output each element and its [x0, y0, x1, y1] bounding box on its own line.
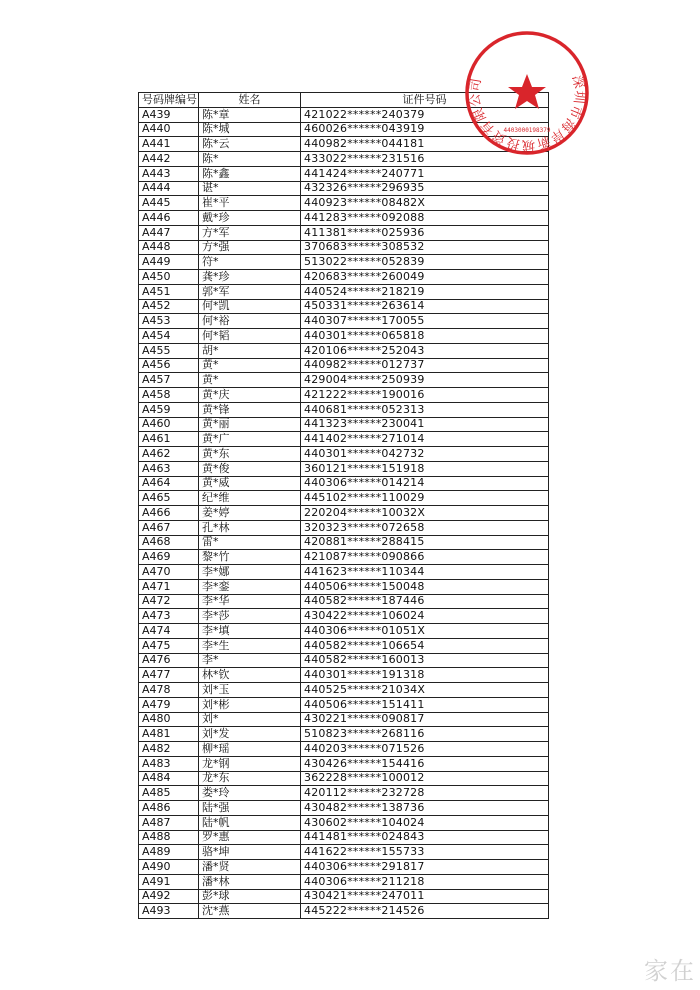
table-row — [139, 565, 549, 580]
table-row — [139, 830, 549, 845]
row-number-plate: A450 — [139, 270, 199, 285]
row-name: 刘*发 — [199, 727, 301, 742]
seal-star-icon — [508, 74, 546, 109]
table-row — [139, 506, 549, 521]
table-row — [139, 683, 549, 698]
row-number-plate: A463 — [139, 461, 199, 476]
row-number-plate: A448 — [139, 240, 199, 255]
table-row — [139, 476, 549, 491]
row-number-plate: A459 — [139, 402, 199, 417]
table-row — [139, 550, 549, 565]
row-id-number: 440203******071526 — [301, 742, 549, 757]
table-row — [139, 196, 549, 211]
row-name: 黄*威 — [199, 476, 301, 491]
row-id-number: 362228******100012 — [301, 771, 549, 786]
header-number-plate: 号码牌编号 — [139, 93, 199, 108]
table-row — [139, 211, 549, 226]
row-number-plate: A461 — [139, 432, 199, 447]
table-row — [139, 904, 549, 919]
row-number-plate: A466 — [139, 506, 199, 521]
row-id-number: 440524******218219 — [301, 284, 549, 299]
row-number-plate: A472 — [139, 594, 199, 609]
table-row — [139, 240, 549, 255]
row-number-plate: A455 — [139, 343, 199, 358]
table-row — [139, 874, 549, 889]
row-name: 李*华 — [199, 594, 301, 609]
table-row — [139, 609, 549, 624]
company-seal — [462, 28, 592, 158]
row-number-plate: A487 — [139, 815, 199, 830]
row-id-number: 440306******291817 — [301, 860, 549, 875]
roster-body — [139, 107, 549, 918]
row-number-plate: A464 — [139, 476, 199, 491]
row-name: 孔*林 — [199, 520, 301, 535]
row-name: 李*生 — [199, 638, 301, 653]
row-number-plate: A447 — [139, 225, 199, 240]
row-name: 陈* — [199, 152, 301, 167]
row-name: 陆*强 — [199, 801, 301, 816]
row-number-plate: A456 — [139, 358, 199, 373]
row-number-plate: A462 — [139, 447, 199, 462]
row-id-number: 460026******043919 — [301, 122, 549, 137]
row-number-plate: A475 — [139, 638, 199, 653]
table-row — [139, 166, 549, 181]
table-row — [139, 535, 549, 550]
row-number-plate: A489 — [139, 845, 199, 860]
row-number-plate: A449 — [139, 255, 199, 270]
row-id-number: 360121******151918 — [301, 461, 549, 476]
row-number-plate: A443 — [139, 166, 199, 181]
table-row — [139, 491, 549, 506]
row-id-number: 440525******21034X — [301, 683, 549, 698]
row-name: 崔*平 — [199, 196, 301, 211]
table-row — [139, 432, 549, 447]
row-id-number: 411381******025936 — [301, 225, 549, 240]
row-name: 黄*锋 — [199, 402, 301, 417]
row-name: 刘* — [199, 712, 301, 727]
row-name: 谌* — [199, 181, 301, 196]
row-number-plate: A446 — [139, 211, 199, 226]
row-id-number: 430426******154416 — [301, 756, 549, 771]
row-number-plate: A486 — [139, 801, 199, 816]
table-row — [139, 417, 549, 432]
row-number-plate: A481 — [139, 727, 199, 742]
row-id-number: 432326******296935 — [301, 181, 549, 196]
row-number-plate: A480 — [139, 712, 199, 727]
table-row — [139, 624, 549, 639]
row-id-number: 440582******106654 — [301, 638, 549, 653]
table-row — [139, 771, 549, 786]
row-number-plate: A465 — [139, 491, 199, 506]
row-id-number: 320323******072658 — [301, 520, 549, 535]
row-name: 李* — [199, 653, 301, 668]
table-row — [139, 860, 549, 875]
table-row — [139, 845, 549, 860]
row-number-plate: A441 — [139, 137, 199, 152]
row-number-plate: A467 — [139, 520, 199, 535]
row-id-number: 440306******01051X — [301, 624, 549, 639]
row-id-number: 420881******288415 — [301, 535, 549, 550]
row-name: 何*裕 — [199, 314, 301, 329]
row-number-plate: A470 — [139, 565, 199, 580]
row-number-plate: A460 — [139, 417, 199, 432]
table-row — [139, 889, 549, 904]
row-name: 黄*丽 — [199, 417, 301, 432]
table-row — [139, 461, 549, 476]
row-name: 戴*珍 — [199, 211, 301, 226]
row-id-number: 441622******155733 — [301, 845, 549, 860]
row-id-number: 445222******214526 — [301, 904, 549, 919]
table-row — [139, 447, 549, 462]
row-id-number: 510823******268116 — [301, 727, 549, 742]
row-name: 李*莎 — [199, 609, 301, 624]
roster-table — [138, 92, 549, 919]
table-row — [139, 653, 549, 668]
row-id-number: 430482******138736 — [301, 801, 549, 816]
row-name: 陈*城 — [199, 122, 301, 137]
row-number-plate: A453 — [139, 314, 199, 329]
seal-text: 深圳市海岸新城投资有限公司 — [467, 74, 587, 153]
row-number-plate: A457 — [139, 373, 199, 388]
row-number-plate: A488 — [139, 830, 199, 845]
row-name: 郭*军 — [199, 284, 301, 299]
table-row — [139, 697, 549, 712]
row-id-number: 421022******240379 — [301, 107, 549, 122]
row-name: 何*韬 — [199, 329, 301, 344]
table-row — [139, 801, 549, 816]
row-id-number: 440307******170055 — [301, 314, 549, 329]
row-id-number: 440306******211218 — [301, 874, 549, 889]
row-number-plate: A474 — [139, 624, 199, 639]
row-id-number: 440301******191318 — [301, 668, 549, 683]
row-name: 沈*燕 — [199, 904, 301, 919]
row-id-number: 440506******151411 — [301, 697, 549, 712]
row-number-plate: A492 — [139, 889, 199, 904]
row-name: 娄*玲 — [199, 786, 301, 801]
row-name: 罗*惠 — [199, 830, 301, 845]
row-name: 陈*章 — [199, 107, 301, 122]
row-number-plate: A458 — [139, 388, 199, 403]
row-id-number: 430421******247011 — [301, 889, 549, 904]
table-row — [139, 329, 549, 344]
row-number-plate: A469 — [139, 550, 199, 565]
table-row — [139, 181, 549, 196]
table-row — [139, 520, 549, 535]
row-id-number: 220204******10032X — [301, 506, 549, 521]
row-name: 林*钦 — [199, 668, 301, 683]
row-name: 黄*广 — [199, 432, 301, 447]
row-number-plate: A439 — [139, 107, 199, 122]
row-id-number: 433022******231516 — [301, 152, 549, 167]
row-id-number: 513022******052839 — [301, 255, 549, 270]
table-row — [139, 343, 549, 358]
row-name: 龙*钢 — [199, 756, 301, 771]
row-number-plate: A440 — [139, 122, 199, 137]
row-id-number: 440582******160013 — [301, 653, 549, 668]
row-name: 刘*彬 — [199, 697, 301, 712]
row-name: 龙*东 — [199, 771, 301, 786]
row-name: 潘*林 — [199, 874, 301, 889]
row-name: 姜*婷 — [199, 506, 301, 521]
row-id-number: 441481******024843 — [301, 830, 549, 845]
table-row — [139, 756, 549, 771]
row-id-number: 440982******012737 — [301, 358, 549, 373]
row-name: 何*凯 — [199, 299, 301, 314]
row-name: 李*填 — [199, 624, 301, 639]
table-row — [139, 579, 549, 594]
row-name: 雷* — [199, 535, 301, 550]
row-name: 龚*珍 — [199, 270, 301, 285]
row-number-plate: A444 — [139, 181, 199, 196]
row-name: 陈*云 — [199, 137, 301, 152]
row-name: 彭*球 — [199, 889, 301, 904]
row-number-plate: A478 — [139, 683, 199, 698]
row-id-number: 420106******252043 — [301, 343, 549, 358]
row-id-number: 420683******260049 — [301, 270, 549, 285]
row-id-number: 430422******106024 — [301, 609, 549, 624]
table-row — [139, 727, 549, 742]
row-number-plate: A454 — [139, 329, 199, 344]
row-name: 方*强 — [199, 240, 301, 255]
row-name: 方*军 — [199, 225, 301, 240]
row-id-number: 370683******308532 — [301, 240, 549, 255]
row-id-number: 450331******263614 — [301, 299, 549, 314]
row-name: 骆*坤 — [199, 845, 301, 860]
row-id-number: 421222******190016 — [301, 388, 549, 403]
table-row — [139, 402, 549, 417]
table-row — [139, 225, 549, 240]
row-id-number: 441402******271014 — [301, 432, 549, 447]
row-name: 纪*维 — [199, 491, 301, 506]
row-number-plate: A490 — [139, 860, 199, 875]
row-number-plate: A476 — [139, 653, 199, 668]
row-name: 符* — [199, 255, 301, 270]
row-id-number: 430602******104024 — [301, 815, 549, 830]
row-id-number: 440923******08482X — [301, 196, 549, 211]
table-row — [139, 255, 549, 270]
table-row — [139, 358, 549, 373]
row-number-plate: A445 — [139, 196, 199, 211]
table-row — [139, 388, 549, 403]
row-number-plate: A442 — [139, 152, 199, 167]
header-id-number: 证件号码 — [301, 93, 549, 108]
row-id-number: 440681******052313 — [301, 402, 549, 417]
table-row — [139, 638, 549, 653]
table-row — [139, 270, 549, 285]
row-id-number: 429004******250939 — [301, 373, 549, 388]
row-number-plate: A482 — [139, 742, 199, 757]
row-id-number: 441424******240771 — [301, 166, 549, 181]
table-row — [139, 299, 549, 314]
row-id-number: 441283******092088 — [301, 211, 549, 226]
header-name: 姓名 — [199, 93, 301, 108]
row-name: 黄*庆 — [199, 388, 301, 403]
row-name: 黄* — [199, 358, 301, 373]
row-number-plate: A468 — [139, 535, 199, 550]
row-name: 黄*俊 — [199, 461, 301, 476]
row-id-number: 445102******110029 — [301, 491, 549, 506]
row-number-plate: A451 — [139, 284, 199, 299]
row-number-plate: A473 — [139, 609, 199, 624]
row-name: 黎*竹 — [199, 550, 301, 565]
row-name: 陆*帆 — [199, 815, 301, 830]
row-id-number: 441623******110344 — [301, 565, 549, 580]
row-name: 黄*东 — [199, 447, 301, 462]
row-name: 李*娜 — [199, 565, 301, 580]
row-number-plate: A452 — [139, 299, 199, 314]
row-name: 李*銮 — [199, 579, 301, 594]
row-name: 柳*瑶 — [199, 742, 301, 757]
seal-serial: 4403000198379 — [503, 127, 551, 134]
row-name: 胡* — [199, 343, 301, 358]
row-number-plate: A485 — [139, 786, 199, 801]
row-name: 刘*玉 — [199, 683, 301, 698]
row-number-plate: A491 — [139, 874, 199, 889]
row-id-number: 430221******090817 — [301, 712, 549, 727]
row-id-number: 440506******150048 — [301, 579, 549, 594]
row-name: 黄* — [199, 373, 301, 388]
table-row — [139, 373, 549, 388]
table-row — [139, 712, 549, 727]
table-row — [139, 284, 549, 299]
table-row — [139, 786, 549, 801]
table-row — [139, 668, 549, 683]
watermark: 家在 — [644, 957, 696, 985]
row-number-plate: A471 — [139, 579, 199, 594]
table-row — [139, 314, 549, 329]
table-row — [139, 815, 549, 830]
row-id-number: 421087******090866 — [301, 550, 549, 565]
row-id-number: 440582******187446 — [301, 594, 549, 609]
row-name: 陈*鑫 — [199, 166, 301, 181]
table-row — [139, 594, 549, 609]
row-number-plate: A483 — [139, 756, 199, 771]
row-id-number: 440982******044181 — [301, 137, 549, 152]
row-number-plate: A479 — [139, 697, 199, 712]
row-id-number: 440301******042732 — [301, 447, 549, 462]
row-id-number: 440301******065818 — [301, 329, 549, 344]
row-name: 潘*贤 — [199, 860, 301, 875]
table-row — [139, 742, 549, 757]
row-id-number: 420112******232728 — [301, 786, 549, 801]
row-id-number: 441323******230041 — [301, 417, 549, 432]
row-id-number: 440306******014214 — [301, 476, 549, 491]
row-number-plate: A484 — [139, 771, 199, 786]
row-number-plate: A477 — [139, 668, 199, 683]
row-number-plate: A493 — [139, 904, 199, 919]
